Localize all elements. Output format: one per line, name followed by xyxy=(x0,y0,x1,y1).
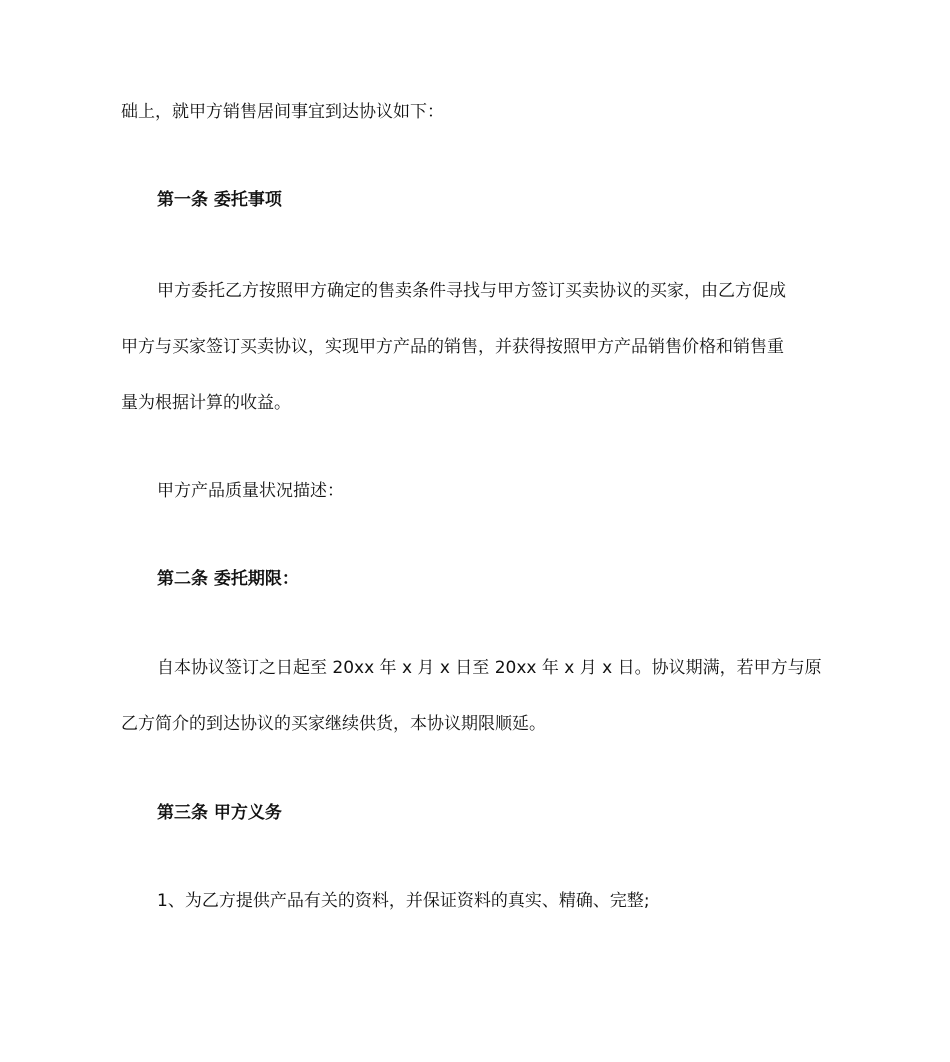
article-3-heading: 第三条 甲方义务 xyxy=(157,803,282,823)
article-2-paragraph-line-2: 乙方简介的到达协议的买家继续供货，本协议期限顺延。 xyxy=(121,714,546,734)
article-3-item-1: 1、为乙方提供产品有关的资料，并保证资料的真实、精确、完整; xyxy=(157,891,650,911)
article-1-paragraph-line-2: 甲方与买家签订买卖协议，实现甲方产品的销售，并获得按照甲方产品销售价格和销售重 xyxy=(121,337,784,357)
article-1-paragraph-line-3: 量为根据计算的收益。 xyxy=(121,393,291,413)
article-2-paragraph-line-1: 自本协议签订之日起至 20xx 年 x 月 x 日至 20xx 年 x 月 x 日。协议期满，若甲方与原 xyxy=(157,658,822,678)
article-2-heading: 第二条 委托期限： xyxy=(157,569,299,589)
intro-line: 础上，就甲方销售居间事宜到达协议如下： xyxy=(121,102,444,122)
quality-description-line: 甲方产品质量状况描述： xyxy=(157,481,344,501)
article-1-paragraph-line-1: 甲方委托乙方按照甲方确定的售卖条件寻找与甲方签订买卖协议的买家，由乙方促成 xyxy=(157,281,786,301)
article-1-heading: 第一条 委托事项 xyxy=(157,190,282,210)
